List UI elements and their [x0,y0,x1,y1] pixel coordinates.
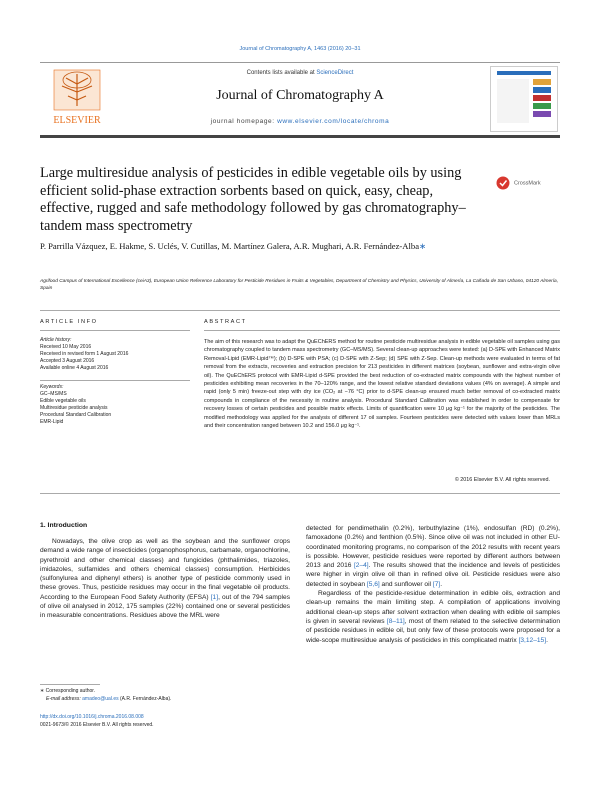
intro-paragraph: Nowadays, the olive crop as well as the soybean and the sunflower crops demand a wide range of insecticides (organophosphorus, carbamate, organochlorine, pyrethroid and other chemical classes) and fungicides (phthalimides, triazoles, imidazoles, sulfamides and others chemical classes) consumption. Herbicides (sulfonylurea and diphenyl ethers) is another type of pesticide commonly used in these groves. Thus, pesticide residues may occur in the final vegetable oil products. According to the European Food Safety Authority (EFSA) [1], out of the 794 samples of olive oil analysed in 2012, 175 samples (22%) contained one or several pesticides in measurable concentrations. Residues above the MRL were [40,538,290,620]
divider-bottom [40,493,560,494]
journal-cover-thumbnail[interactable] [490,66,558,132]
authors-text: P. Parrilla Vázquez, E. Hakme, S. Uclés, V. Cutillas, M. Martínez Galera, A.R. Mughari, A.R. Fernández-Alba [40,241,420,251]
keyword-item: Procedural Standard Calibration [40,412,112,418]
author-list [40,240,540,253]
corresponding-author-mark[interactable]: ∗ [419,241,427,251]
keyword-item: GC–MS/MS [40,391,67,397]
sciencedirect-link[interactable]: ScienceDirect [316,70,354,76]
email-link[interactable]: amadeo@ual.es [82,695,119,702]
keyword-item: Edible vegetable oils [40,398,86,404]
divider-info [40,330,190,331]
email-suffix: (A.R. Fernández-Alba). [118,695,172,702]
crossmark-icon [496,176,510,190]
doi-block [40,714,300,729]
section-heading-introduction: 1. Introduction [40,522,88,529]
footnote-mark: ∗ [40,688,45,694]
abstract-text: The aim of this research was to adapt the QuEChERS method for routine pesticide multiresidue analysis in edible vegetable oil samples using gas chromatography coupled to tandem mass spectrometry (GC–MS/MS). Several clean-up approaches were tested: (a) D-SPE with Enhanced Matrix Removal-Lipid (EMR-Lipid™); (b) D-SPE with PSA; (c) D-SPE with Z-Sep; (d) SPE with Z-Sep. Clean-up methods were evaluated in terms of fat removal from the extracts, recoveries and extraction precision for 213 pesticides in different matrices (soybean, sunflower and extra-virgin olive oil). The QuEChERS protocol with EMR-Lipid d-SPE provided the best reduction of co-extracted matrix compounds with the highest number of pesticides exhibiting mean recoveries in the 70–120% range, and the lowest relative standard deviations values (4% on average). A simple and rapid (only 5 min) freeze-out step with dry ice (CO₂ at −76 °C) prior to d-SPE clean-up ensured much better removal of co-extracted matrix compounds in compliance of the necessity in routine analysis. Procedural Standard Calibration was established in order to compensate for recovery losses of certain pesticides and possible matrix effects. Limits of quantification were 10 μg kg⁻¹ for the majority of the pesticides. The modified methodology was applied for the analysis of different 17 oil samples. Fourteen pesticides were detected with values lower than MRLs and their concentration ranged between 10.2 and 156.0 μg kg⁻¹. [204,339,560,430]
paper-title: Large multiresidue analysis of pesticides in edible vegetable oils by using efficient solid-phase extraction sorbents based on quick, easy, cheap, effective, rugged and safe methodology followed by gas chromatography–tandem mass spectrometry [40,165,466,234]
keywords-label: Keywords: [40,384,64,390]
article-info-heading: ARTICLE INFO [40,319,98,325]
intro-right-column [306,524,560,645]
citation-link[interactable]: [7] [432,580,441,588]
citation-link[interactable]: [1] [210,593,219,601]
journal-reference[interactable]: Journal of Chromatography A, 1463 (2016) 20–31 [239,46,361,52]
homepage-link[interactable]: www.elsevier.com/locate/chroma [277,118,390,125]
doi-link[interactable]: http://dx.doi.org/10.1016/j.chroma.2016.08.008 [40,714,144,720]
history-item: Received 10 May 2016 [40,344,92,350]
crossmark-label: CrossMark [514,180,541,187]
divider-abstract [204,330,560,331]
footnote [40,688,290,703]
divider-top [40,310,560,311]
article-history [40,337,190,372]
citation-link[interactable]: [8–11] [386,617,405,625]
history-item: Available online 4 August 2016 [40,365,109,371]
publisher-name: ELSEVIER [53,115,101,126]
email-label: E-mail address: [46,695,83,702]
footnote-divider [40,684,100,685]
citation-link[interactable]: [2–4] [353,562,369,570]
citation-link[interactable]: [5,6] [366,580,380,588]
homepage-label: journal homepage: [210,118,278,125]
divider-keywords [40,380,190,381]
affiliation: Agrifood Campus of International Excellence (ceiA3), European Union Reference Laboratory for Pesticide Residues in Fruits & Vegetables, Department of Chemistry and Physics, University of Almería, La Cañada de San Urbano, 04120 Almería, Spain [40,279,559,291]
elsevier-logo [42,66,112,130]
crossmark-badge[interactable] [496,174,558,188]
intro-left-column [40,537,290,621]
history-item: Received in revised form 1 August 2016 [40,351,129,357]
citation-link[interactable]: [3,12–15] [518,636,547,644]
keyword-item: EMR-Lipid [40,419,64,425]
history-item: Accepted 3 August 2016 [40,358,95,364]
intro-paragraph: Regardless of the pesticide-residue determination in edible oils, extraction and clean-up remains the main limiting step. A compilation of applications involving additional clean-up steps after solvent extraction when dealing with edible oil samples is given in several reviews [8–11], most of them related to the selective determination of pesticide residues in edible oil, but only few of these protocols were proposed for a wide-scope multiresidue analysis of pesticides in this complicated matrix [3,12–15]. [306,590,560,644]
history-label: Article history: [40,337,72,343]
journal-title: Journal of Chromatography A [216,88,384,103]
journal-homepage [120,118,480,125]
abstract-copyright: © 2016 Elsevier B.V. All rights reserved. [454,477,550,483]
contents-line [120,70,480,76]
intro-paragraph: detected for pendimethalin (0.2%), terbuthylazine (1%), endosulfan (RD) (0.2%), famoxadone (0.2%) and fenthion (0.5%). Since olive oil was not included in other EU-coordinated monitoring programs, no comparison of the 2012 results with recent years is possible. However, pesticide residues were reported by different authors between 2013 and 2016 [2–4]. The results showed that the incidence and levels of pesticides were higher in virgin olive oil than in refined olive oil. Pesticide residues were also detected in soybean [5,6] and sunflower oil [7]. [306,525,560,588]
corresponding-author-note: Corresponding author. [45,688,96,694]
issn-line: 0021-9673/© 2016 Elsevier B.V. All rights reserved. [40,721,154,728]
keyword-item: Multiresidue pesticide analysis [40,405,108,411]
contents-prefix: Contents lists available at [246,70,317,76]
keywords [40,384,190,426]
abstract-heading: ABSTRACT [204,319,247,325]
